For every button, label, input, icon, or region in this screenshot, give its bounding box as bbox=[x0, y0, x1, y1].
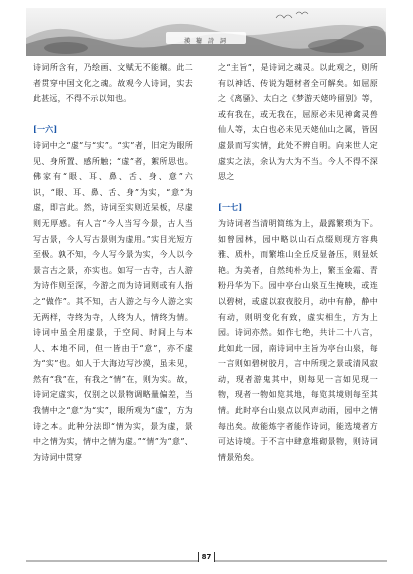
page-number: 87 bbox=[198, 552, 216, 562]
paragraph: 诗词中之“虚”与“实”。“实”者，旧定为眼所见、身所置、感所触；“虚”者，絮所思也。佛家有“眼、耳、鼻、舌、身、意”六识，“眼、耳、鼻、舌、身”为实，“意”为虚，即言此。然，诗词至实则近呆板，尽虚则无厚感。有人言“今人当写今景，古人当写古景，今人写古景则为虚用。”实目光短方至极。孰不知，今人写今景为实，今人以今景言古之景，亦实也。如写一古寺，古人游为诗作则至深，今游之而为诗词则或有人指之“做作”。其不知，古人游之与今人游之实无两样，寺终为寺，人终为人，情终为情。诗词中虽全用虚景，于空间、时间上与本人、本地不同，但一皆由于“意”，亦不虚为“实”也。如人于大海边写沙漠，虽未见，然有“我”在，有我之“情”在，则为实。故，诗词定虚实，仅别之以景物调略量偏差，当我情中之“意”为“实”，眼所观为“虚”，方为诗之本。此种分法即“情为实，景为虚，景中之情为实，情中之情为虚。”“情”为“意”、为诗词中贯穿 bbox=[33, 140, 193, 462]
running-header-title: 漢 籀 詩 詞 bbox=[184, 38, 228, 45]
landscape-banner-image bbox=[26, 8, 386, 56]
paragraph: 诗词所含有，乃绘画、文赋无不能穰。此二者贯穿中国文化之魂。故观今人诗词，实去此甚远，不得不示以知也。 bbox=[33, 63, 193, 104]
section-number: [一六] bbox=[33, 124, 58, 135]
section-number: [一七] bbox=[218, 202, 243, 213]
header-banner bbox=[26, 8, 386, 56]
left-column bbox=[33, 60, 193, 465]
paragraph: 之“主旨”，是诗词之魂灵。以此观之，则所有以神话、传说为题材者全可解矣。如屈原之《离骚》、太白之《梦游天姥吟留别》等，或有我在，或无我在，屈原必未见神禽灵兽仙人等，太白也必未见天姥仙山之属，皆因虚景而写实情，此处不辨自明。向来世人定虚实之法，余认为大为不当。今人不得不深思之 bbox=[218, 63, 378, 182]
footer bbox=[0, 552, 413, 562]
right-column bbox=[218, 60, 378, 465]
paragraph: 为诗词者当清明简练为上，最露繁琐为下。如曾园林，园中略以山石点缀则现方容典雅、质朴，而繁堆山全丘反显备压，则显妖艳。为美者，自然纯朴为上，繁玉金霜、青粉丹华为下。园中亭台山泉互生掩映，或连以碧树，或虚以寂夜胶月，动中有静，静中有动，则明变化有致，虚实相生，方为上园。诗词亦然。如作七绝，共计二十八言，此如此一园，南诗词中主旨为亭台山泉，每一言则如碧树胶月，言中所现之景或清风寂动，现者游鬼其中，则每见一言如见现一物，现者一物如览其地，每览其境则每至其情。此时亭台山泉点以风声动雨，园中之情每出矣。故能炼字者能作诗词，能选境者方可达诗境。于不言中肆意堆砌景物，则诗词情景殆矣。 bbox=[218, 218, 378, 462]
